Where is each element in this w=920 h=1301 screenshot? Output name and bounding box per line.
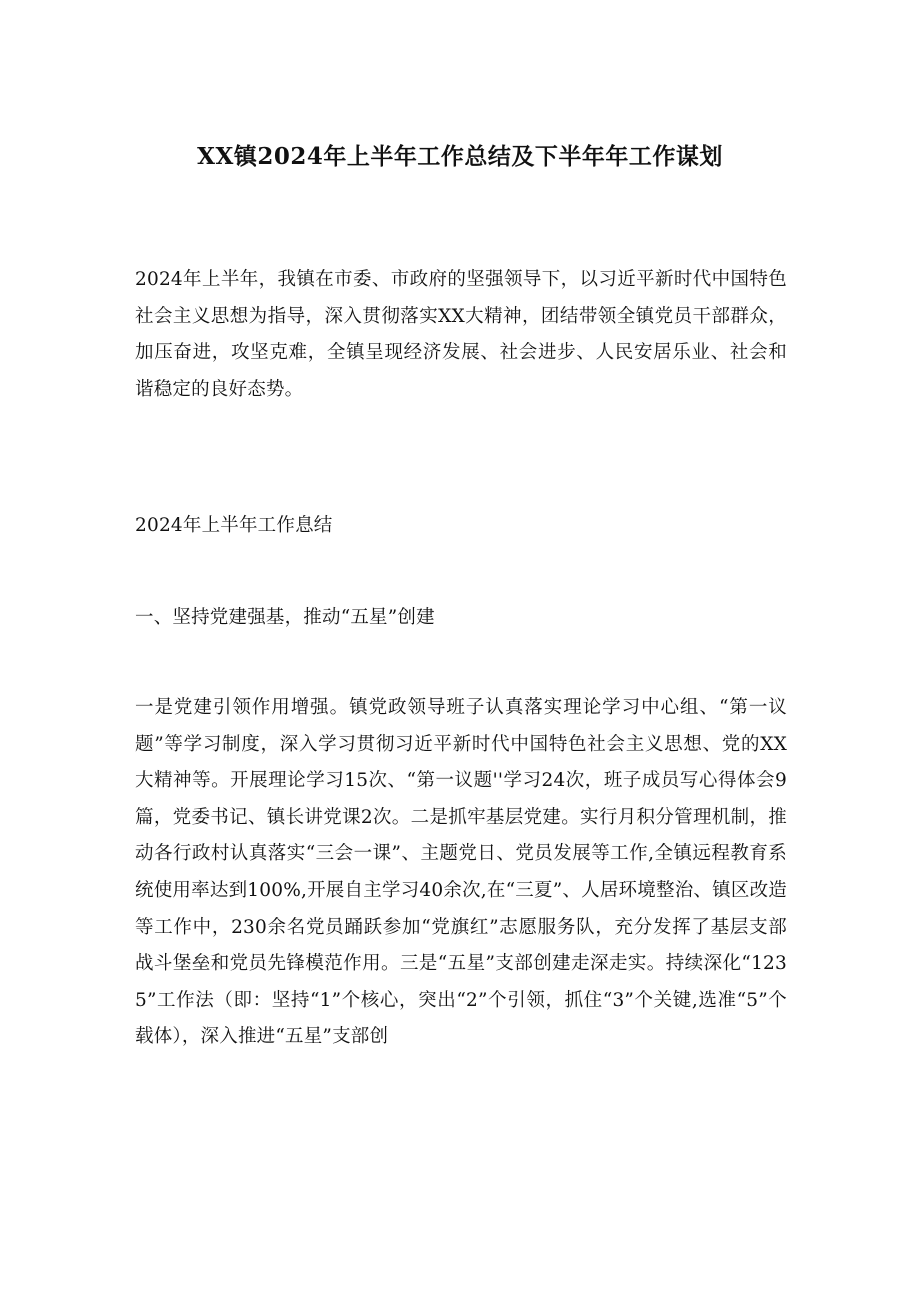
section-heading: 2024年上半年工作息结 (135, 515, 333, 536)
document-title: XX镇2024年上半年工作总结及下半年年工作谋划 (197, 143, 723, 170)
body-paragraph: 一是党建引领作用增强。镇党政领导班子认真落实理论学习中心组、“第一议题”等学习制度，深入学习贯彻习近平新时代中国特色社会主义思想、党的XX大精神等。开展理论学习15次、“第一议题''学习24次，班子成员写心得体会9篇，党委书记、镇长讲党课2次。二是抓牢基层党建。实行月积分管理机制，推动各行政村认真落实“三会一课”、主题党日、党员发展等工作,全镇远程教育系统使用率达到100%,开展自主学习40余次,在“三夏”、人居环境整治、镇区改造等工作中，230余名党员踊跃参加“党旗红”志愿服务队，充分发挥了基层支部战斗堡垒和党员先锋模范作用。三是“五星”支部创建走深走实。持续深化“1235”工作法（即：坚持“1”个核心，突出“2”个引领，抓住“3”个关键,选准“5”个载体），深入推进“五星”支部创 (135, 697, 787, 1048)
intro-paragraph: 2024年上半年，我镇在市委、市政府的坚强领导下，以习近平新时代中国特色社会主义思想为指导，深入贯彻落实XX大精神，团结带领全镇党员干部群众，加压奋进，攻坚克难，全镇呈现经济发展、社会进步、人民安居乐业、社会和谐稳定的良好态势。 (135, 269, 787, 400)
subsection-heading: 一、坚持党建强基，推动“五星”创建 (135, 607, 435, 628)
